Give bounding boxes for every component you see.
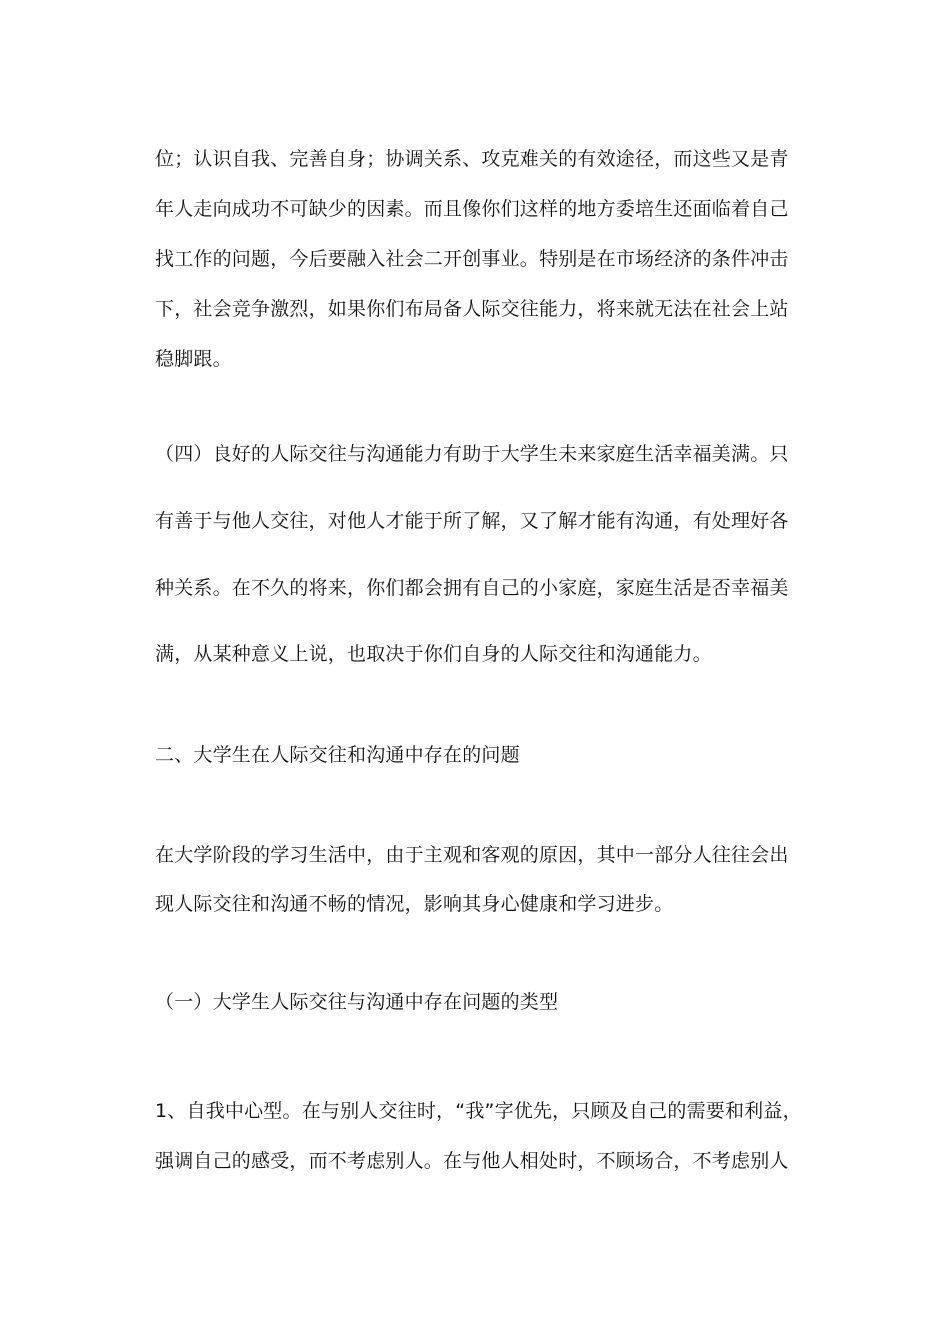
text-line: 满，从某种意义上说，也取决于你们自身的人际交往和沟通能力。 xyxy=(155,643,712,665)
text-line: 位；认识自我、完善自身；协调关系、攻克难关的有效途径，而这些又是青 xyxy=(155,148,789,170)
text-line: 在大学阶段的学习生活中，由于主观和客观的原因，其中一部分人往往会出 xyxy=(155,844,789,866)
text-line: 稳脚跟。 xyxy=(155,348,232,370)
chapter-heading: 二、大学生在人际交往和沟通中存在的问题 xyxy=(155,744,520,766)
text-line: 1、自我中心型。在与别人交往时，“我”字优先，只顾及自己的需要和利益， xyxy=(155,1100,802,1122)
section-heading-1: （一）大学生人际交往与沟通中存在问题的类型 xyxy=(155,991,559,1013)
text-line: 下，社会竞争激烈，如果你们布局备人际交往能力，将来就无法在社会上站 xyxy=(155,298,789,320)
text-line: 现人际交往和沟通不畅的情况，影响其身心健康和学习进步。 xyxy=(155,893,674,915)
text-line: 强调自己的感受，而不考虑别人。在与他人相处时，不顾场合，不考虑别人 xyxy=(155,1150,789,1172)
text-line: 有善于与他人交往，对他人才能于所了解，又了解才能有沟通，有处理好各 xyxy=(155,510,789,532)
text-line: 年人走向成功不可缺少的因素。而且像你们这样的地方委培生还面临着自己 xyxy=(155,198,789,220)
section-heading-4: （四）良好的人际交往与沟通能力有助于大学生未来家庭生活幸福美满。只 xyxy=(155,443,789,465)
text-line: 找工作的问题，今后要融入社会二开创事业。特别是在市场经济的条件冲击 xyxy=(155,248,789,270)
text-line: 种关系。在不久的将来，你们都会拥有自己的小家庭，家庭生活是否幸福美 xyxy=(155,577,789,599)
